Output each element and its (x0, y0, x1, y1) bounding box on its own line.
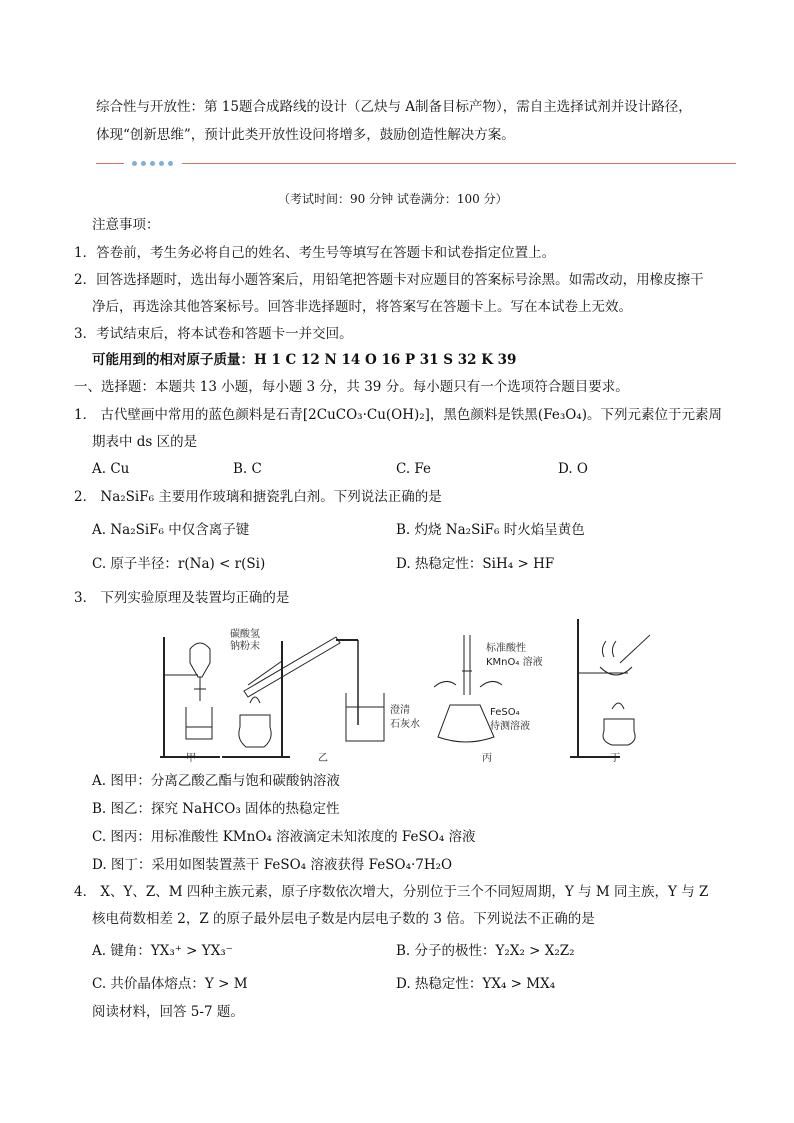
q2-option-c: C. 原子半径：r(Na) < r(Si) (92, 556, 266, 572)
q3-option-c: C. 图丙：用标准酸性 KMnO₄ 溶液滴定未知浓度的 FeSO₄ 溶液 (92, 829, 476, 845)
label-feso4-2: 待测溶液 (490, 721, 530, 732)
section-heading: 一、选择题：本题共 13 小题，每小题 3 分，共 39 分。每小题只有一个选项符合题目要求。 (74, 379, 629, 395)
label-nahco3-1: 碳酸氢 (230, 629, 260, 640)
q1-option-b: B. C (233, 461, 262, 477)
q1-option-a: A. Cu (92, 461, 130, 477)
intro-line-2: 体现“创新思维”，预计此类开放性设问将增多，鼓励创造性解决方案。 (96, 127, 515, 143)
label-limewater-1: 澄清 (390, 705, 410, 716)
label-limewater-2: 石灰水 (390, 719, 420, 730)
reading-prompt: 阅读材料，回答 5-7 题。 (92, 1004, 244, 1020)
notice-item-2: 2．回答选择题时，选出每小题答案后，用铅笔把答题卡对应题目的答案标号涂黑。如需改动，用橡皮擦干 (74, 272, 704, 288)
atomic-mass-line: 可能用到的相对原子质量：H 1 C 12 N 14 O 16 P 31 S 32 K 39 (92, 352, 517, 368)
q4-option-c: C. 共价晶体熔点：Y > M (92, 976, 248, 992)
notice-item-2-cont: 净后，再选涂其他答案标号。回答非选择题时，将答案写在答题卡上。写在本试卷上无效。 (92, 299, 632, 315)
q4-stem-line-2: 核电荷数相差 2，Z 的原子最外层电子数是内层电子数的 3 倍。下列说法不正确的是 (92, 911, 595, 927)
q3-option-d: D. 图丁：采用如图装置蒸干 FeSO₄ 溶液获得 FeSO₄·7H₂O (92, 857, 453, 873)
q1-stem-line-2: 期表中 ds 区的是 (92, 434, 198, 450)
label-kmno4-1: 标准酸性 (486, 643, 526, 654)
section-divider (96, 162, 736, 176)
notice-item-3: 3．考试结束后，将本试卷和答题卡一并交回。 (74, 326, 353, 342)
notice-item-1: 1．答卷前，考生务必将自己的姓名、考生号等填写在答题卡和试卷指定位置上。 (74, 245, 556, 261)
q2-stem: 2． Na₂SiF₆ 主要用作玻璃和搪瓷乳白剂。下列说法正确的是 (74, 489, 442, 505)
q3-apparatus-figure (150, 615, 650, 765)
q4-option-a: A. 键角：YX₃⁺ > YX₃⁻ (92, 943, 233, 959)
q3-stem: 3． 下列实验原理及装置均正确的是 (74, 590, 290, 606)
label-nahco3-2: 钠粉末 (230, 641, 260, 652)
label-feso4-1: FeSO₄ (490, 707, 520, 718)
notice-heading: 注意事项： (92, 217, 160, 233)
label-bing: 丙 (482, 753, 492, 764)
q2-option-b: B. 灼烧 Na₂SiF₆ 时火焰呈黄色 (396, 522, 585, 538)
q1-option-d: D. O (558, 461, 588, 477)
q1-stem-line-1: 1． 古代壁画中常用的蓝色颜料是石青[2CuCO₃·Cu(OH)₂]，黑色颜料是铁黑(Fe₃O₄)。下列元素位于元素周 (74, 407, 722, 423)
label-ding: 丁 (610, 753, 620, 764)
label-yi: 乙 (318, 753, 328, 764)
q2-option-d: D. 热稳定性：SiH₄ > HF (396, 556, 555, 572)
q4-option-b: B. 分子的极性：Y₂X₂ > X₂Z₂ (396, 943, 575, 959)
intro-line-1: 综合性与开放性：第 15题合成路线的设计（乙炔与 A制备目标产物），需自主选择试剂并设计路径， (96, 99, 692, 115)
label-jia: 甲 (186, 753, 196, 764)
q4-stem-line-1: 4． X、Y、Z、M 四种主族元素，原子序数依次增大，分别位于三个不同短周期，Y 与 M 同主族，Y 与 Z (74, 884, 709, 900)
q4-option-d: D. 热稳定性：YX₄ > MX₄ (396, 976, 556, 992)
q2-option-a: A. Na₂SiF₆ 中仅含离子键 (92, 522, 250, 538)
q3-option-b: B. 图乙：探究 NaHCO₃ 固体的热稳定性 (92, 801, 340, 817)
q3-option-a: A. 图甲：分离乙酸乙酯与饱和碳酸钠溶液 (92, 773, 340, 789)
label-kmno4-2: KMnO₄ 溶液 (486, 657, 543, 668)
exam-info: （考试时间：90 分钟 试卷满分：100 分） (278, 192, 508, 206)
q1-option-c: C. Fe (396, 461, 432, 477)
